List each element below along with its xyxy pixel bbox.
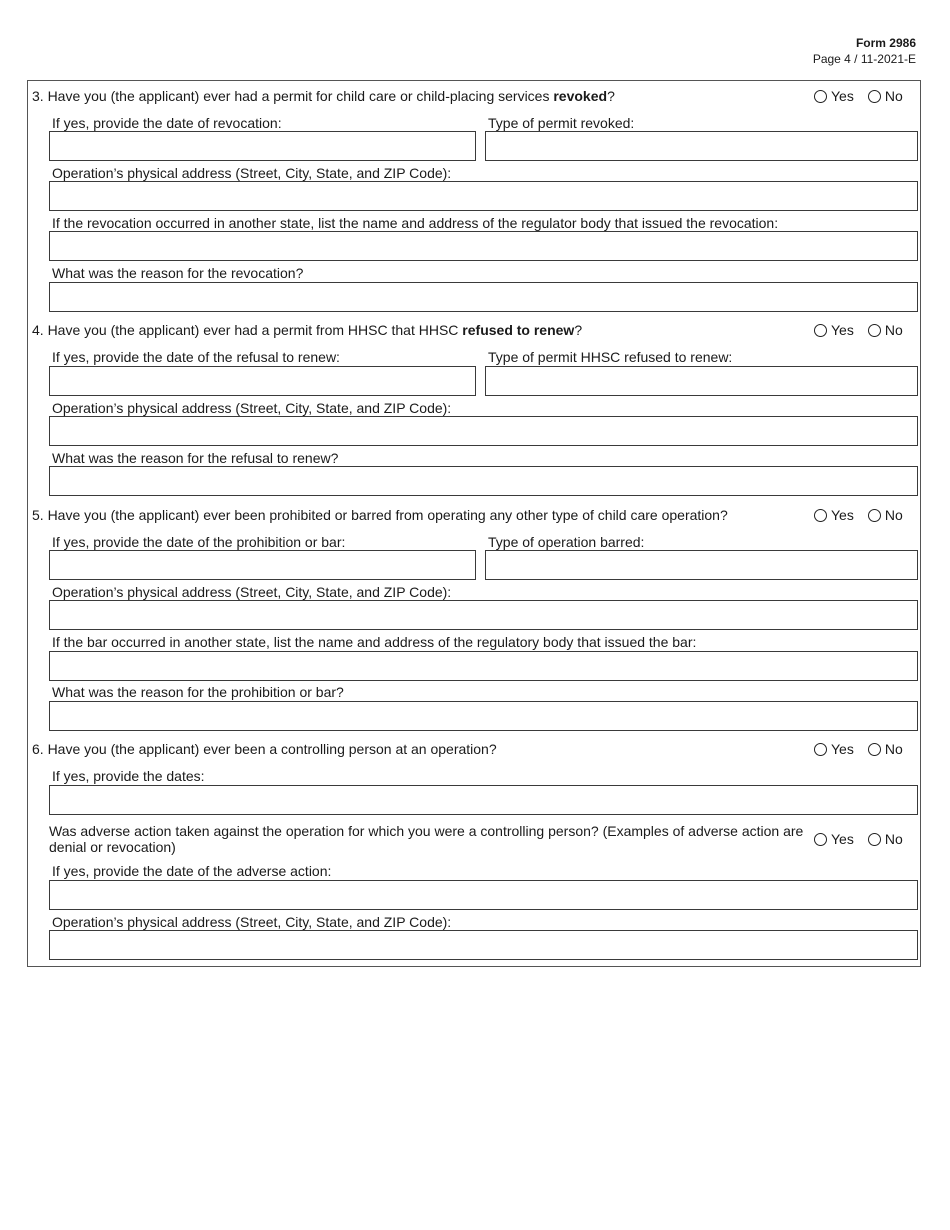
q6-address-label: Operation’s physical address (Street, City, State, and ZIP Code): [52,914,452,930]
q3-type-label: Type of permit revoked: [488,115,635,131]
q4-type-label: Type of permit HHSC refused to renew: [488,349,733,365]
q3-no-radio[interactable] [868,90,881,103]
q6-yes-radio[interactable] [814,743,827,756]
q3-yes-radio[interactable] [814,90,827,103]
q3-other-state-field[interactable] [49,231,918,261]
q3-type-field[interactable] [485,131,918,161]
question-4-text: 4. Have you (the applicant) ever had a permit from HHSC that HHSC [32,322,463,338]
question-6: 6. Have you (the applicant) ever been a controlling person at an operation? [32,741,497,757]
q5-date-field[interactable] [49,550,476,580]
form-number: Form 2986 [855,36,916,50]
q3-yes-option[interactable]: Yes [814,88,854,104]
q5-type-label: Type of operation barred: [488,534,645,550]
q6-adverse-date-label: If yes, provide the date of the adverse action: [52,863,332,879]
q5-no-radio[interactable] [868,509,881,522]
form-header [813,35,916,67]
q4-yes-option[interactable]: Yes [814,322,854,338]
q6-adverse-no-option[interactable]: No [868,831,903,847]
q4-reason-field[interactable] [49,466,918,496]
q6-address-field[interactable] [49,930,918,960]
q3-other-state-label: If the revocation occurred in another state, list the name and address of the regulator body that issued the revocation: [52,215,779,231]
q4-yes-radio[interactable] [814,324,827,337]
q4-reason-label: What was the reason for the refusal to renew? [52,450,339,466]
q6-adverse-yes-radio[interactable] [814,833,827,846]
question-3: 3. Have you (the applicant) ever had a permit for child care or child-placing services revoked? [32,88,615,104]
question-4-yes-no [814,322,903,338]
q5-yes-option[interactable]: Yes [814,507,854,523]
q5-other-state-field[interactable] [49,651,918,681]
q6-adverse-no-radio[interactable] [868,833,881,846]
q5-address-label: Operation’s physical address (Street, City, State, and ZIP Code): [52,584,452,600]
q6-yes-option[interactable]: Yes [814,741,854,757]
question-4: 4. Have you (the applicant) ever had a permit from HHSC that HHSC refused to renew? [32,322,583,338]
q3-reason-label: What was the reason for the revocation? [52,265,304,281]
q4-no-radio[interactable] [868,324,881,337]
question-5: 5. Have you (the applicant) ever been prohibited or barred from operating any other type of child care operation? [32,507,728,523]
q4-type-field[interactable] [485,366,918,396]
q5-reason-label: What was the reason for the prohibition or bar? [52,684,344,700]
q5-other-state-label: If the bar occurred in another state, list the name and address of the regulatory body that issued the bar: [52,634,697,650]
q4-address-label: Operation’s physical address (Street, City, State, and ZIP Code): [52,400,452,416]
q3-date-field[interactable] [49,131,476,161]
question-3-emphasis: revoked [553,88,608,104]
q4-date-label: If yes, provide the date of the refusal to renew: [52,349,340,365]
q6-no-option[interactable]: No [868,741,903,757]
q6-dates-label: If yes, provide the dates: [52,768,205,784]
q3-date-label: If yes, provide the date of revocation: [52,115,282,131]
q4-no-option[interactable]: No [868,322,903,338]
q5-yes-radio[interactable] [814,509,827,522]
q3-address-label: Operation’s physical address (Street, City, State, and ZIP Code): [52,165,452,181]
question-5-yes-no [814,507,903,523]
question-3-text: 3. Have you (the applicant) ever had a permit for child care or child-placing services [32,88,554,104]
q5-address-field[interactable] [49,600,918,630]
q5-date-label: If yes, provide the date of the prohibition or bar: [52,534,346,550]
q5-no-option[interactable]: No [868,507,903,523]
q6-no-radio[interactable] [868,743,881,756]
q4-address-field[interactable] [49,416,918,446]
q6-adverse-question: Was adverse action taken against the operation for which you were a controlling person? (Examples of adverse action are denial or revocation) [49,823,804,855]
q5-reason-field[interactable] [49,701,918,731]
q6-adverse-yes-option[interactable]: Yes [814,831,854,847]
page-indicator: Page 4 / 11-2021-E [812,52,916,66]
question-6-yes-no [814,741,903,757]
q6-dates-field[interactable] [49,785,918,815]
q5-type-field[interactable] [485,550,918,580]
q3-reason-field[interactable] [49,282,918,312]
q3-address-field[interactable] [49,181,918,211]
question-4-emphasis: refused to renew [462,322,575,338]
q6-adverse-yes-no [814,831,903,847]
question-3-yes-no [814,88,903,104]
q4-date-field[interactable] [49,366,476,396]
q3-no-option[interactable]: No [868,88,903,104]
q6-adverse-date-field[interactable] [49,880,918,910]
